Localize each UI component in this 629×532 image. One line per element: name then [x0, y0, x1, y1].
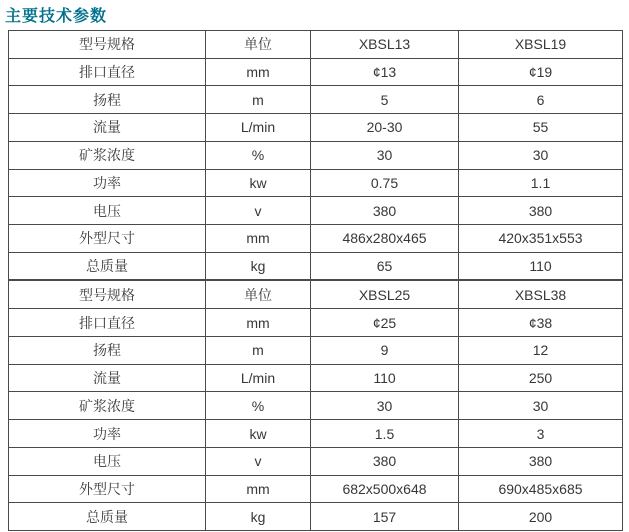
table-row	[9, 337, 623, 365]
page-title: 主要技术参数	[5, 8, 108, 25]
table-row	[9, 364, 623, 392]
table-cell: 20-30	[311, 114, 459, 142]
table-cell: ¢38	[459, 309, 623, 337]
table-cell: kg	[206, 503, 311, 531]
table-cell: 功率	[9, 420, 206, 448]
table-cell: 682x500x648	[311, 475, 459, 503]
table-cell: 流量	[9, 114, 206, 142]
table-header-row	[9, 31, 623, 59]
table-cell: XBSL25	[311, 280, 459, 308]
table-cell: XBSL19	[459, 31, 623, 59]
table-cell: mm	[206, 58, 311, 86]
table-cell: 1.1	[459, 169, 623, 197]
table-cell: 排口直径	[9, 58, 206, 86]
table-cell: 110	[311, 364, 459, 392]
table-cell: 1.5	[311, 420, 459, 448]
table-cell: 单位	[206, 31, 311, 59]
table-cell: ¢19	[459, 58, 623, 86]
table-cell: 总质量	[9, 252, 206, 280]
table-row	[9, 447, 623, 475]
table-row	[9, 224, 623, 252]
table-cell: v	[206, 447, 311, 475]
table-cell: 12	[459, 337, 623, 365]
table-cell: 380	[459, 197, 623, 225]
table-cell: ¢25	[311, 309, 459, 337]
table-cell: 9	[311, 337, 459, 365]
table-cell: 排口直径	[9, 309, 206, 337]
table-cell: 690x485x685	[459, 475, 623, 503]
table-cell: 486x280x465	[311, 224, 459, 252]
spec-table	[8, 30, 623, 531]
table-row	[9, 392, 623, 420]
table-cell: 功率	[9, 169, 206, 197]
table-cell: 矿浆浓度	[9, 141, 206, 169]
table-row	[9, 252, 623, 280]
table-cell: 157	[311, 503, 459, 531]
table-row	[9, 475, 623, 503]
table-cell: L/min	[206, 364, 311, 392]
table-cell: m	[206, 337, 311, 365]
table-cell: 扬程	[9, 86, 206, 114]
table-cell: 250	[459, 364, 623, 392]
table-cell: 380	[311, 447, 459, 475]
table-cell: 电压	[9, 447, 206, 475]
table-cell: v	[206, 197, 311, 225]
table-cell: 电压	[9, 197, 206, 225]
table-cell: XBSL38	[459, 280, 623, 308]
table-row	[9, 58, 623, 86]
table-cell: 流量	[9, 364, 206, 392]
table-header-row	[9, 280, 623, 308]
table-cell: L/min	[206, 114, 311, 142]
table-cell: 30	[311, 392, 459, 420]
table-cell: kw	[206, 420, 311, 448]
table-cell: 外型尺寸	[9, 475, 206, 503]
spec-table-body	[9, 31, 623, 531]
table-cell: 110	[459, 252, 623, 280]
table-cell: 380	[459, 447, 623, 475]
table-cell: 6	[459, 86, 623, 114]
table-cell: mm	[206, 475, 311, 503]
table-cell: 型号规格	[9, 31, 206, 59]
table-row	[9, 309, 623, 337]
table-cell: 矿浆浓度	[9, 392, 206, 420]
table-cell: m	[206, 86, 311, 114]
table-cell: %	[206, 392, 311, 420]
table-cell: 0.75	[311, 169, 459, 197]
table-row	[9, 169, 623, 197]
table-cell: kg	[206, 252, 311, 280]
table-cell: ¢13	[311, 58, 459, 86]
table-row	[9, 197, 623, 225]
table-row	[9, 86, 623, 114]
table-cell: 扬程	[9, 337, 206, 365]
table-cell: 外型尺寸	[9, 224, 206, 252]
table-cell: 200	[459, 503, 623, 531]
table-cell: 30	[459, 141, 623, 169]
table-cell: 55	[459, 114, 623, 142]
table-row	[9, 141, 623, 169]
table-cell: 30	[459, 392, 623, 420]
table-cell: 65	[311, 252, 459, 280]
table-cell: kw	[206, 169, 311, 197]
table-row	[9, 114, 623, 142]
table-cell: 单位	[206, 280, 311, 308]
table-cell: 5	[311, 86, 459, 114]
table-cell: mm	[206, 309, 311, 337]
table-cell: mm	[206, 224, 311, 252]
table-cell: XBSL13	[311, 31, 459, 59]
table-row	[9, 420, 623, 448]
table-cell: 30	[311, 141, 459, 169]
table-cell: 3	[459, 420, 623, 448]
table-row	[9, 503, 623, 531]
table-cell: 380	[311, 197, 459, 225]
table-cell: %	[206, 141, 311, 169]
table-cell: 420x351x553	[459, 224, 623, 252]
table-cell: 型号规格	[9, 280, 206, 308]
table-cell: 总质量	[9, 503, 206, 531]
